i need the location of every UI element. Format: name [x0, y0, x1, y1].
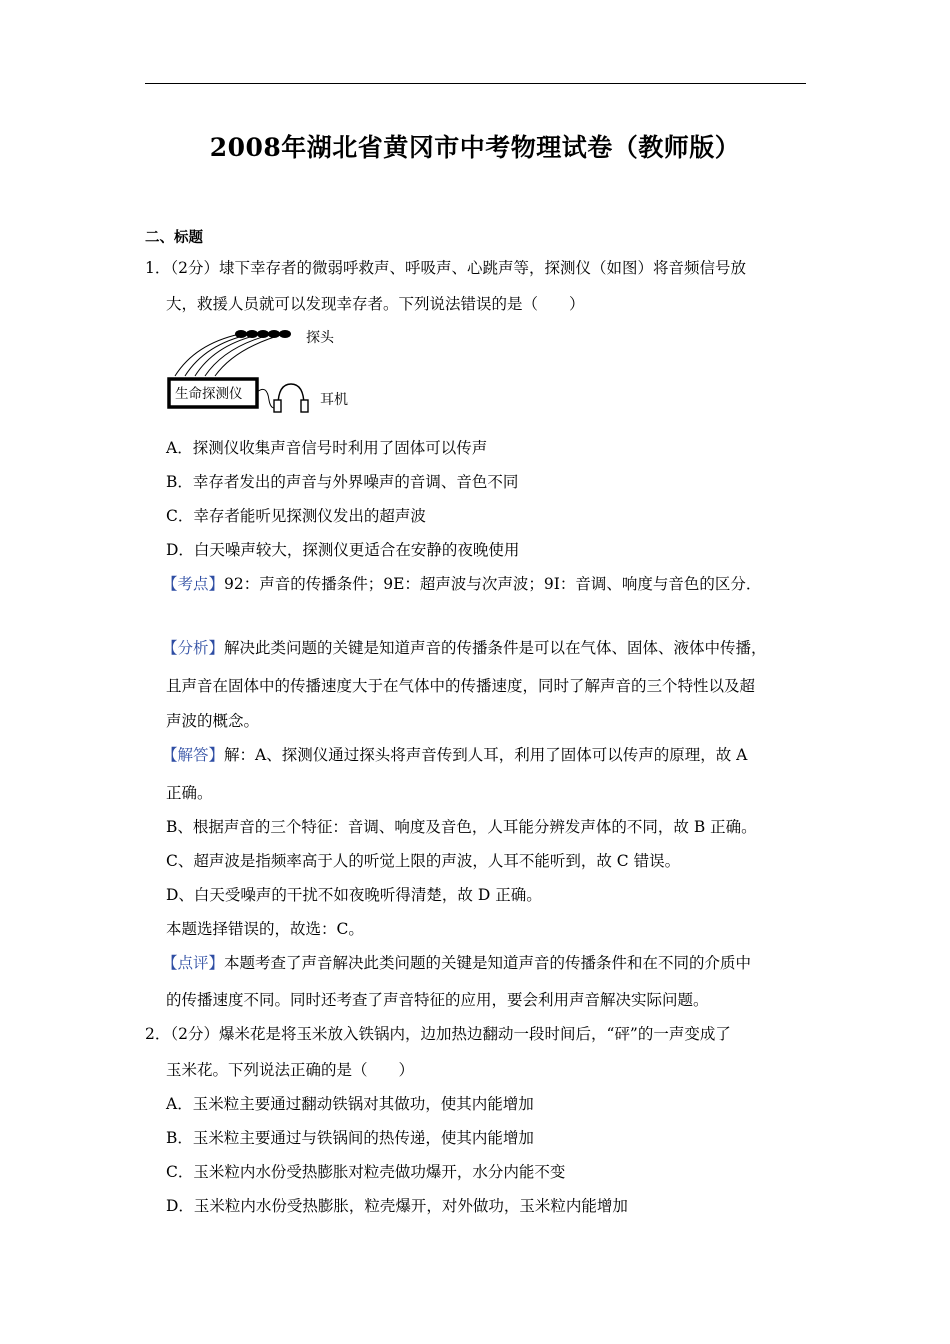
q1-jieda-end: 本题选择错误的，故选：C。 [166, 920, 364, 938]
q1-jieda-line1 [162, 745, 747, 765]
q2-option-d: D．玉米粒内水份受热膨胀，粒壳爆开，对外做功，玉米粒内能增加 [166, 1197, 628, 1215]
q1-dianping-line2: 的传播速度不同。同时还考查了声音特征的应用，要会利用声音解决实际问题。 [166, 991, 709, 1009]
q1-jieda-c: C、超声波是指频率高于人的听觉上限的声波，人耳不能听到，故 C 错误。 [166, 852, 681, 870]
q1-kaodian [162, 574, 761, 594]
q2-option-a: A．玉米粒主要通过翻动铁锅对其做功，使其内能增加 [166, 1095, 534, 1113]
probe-heads [235, 330, 291, 338]
q1-fenxi-line1 [162, 638, 767, 658]
earphone-label: 耳机 [320, 392, 348, 408]
q2-option-b: B．玉米粒主要通过与铁锅间的热传递，使其内能增加 [166, 1129, 534, 1147]
q1-jieda-line2: 正确。 [166, 784, 213, 802]
q1-dianping-line1 [162, 953, 751, 973]
q2-option-c: C．玉米粒内水份受热膨胀对粒壳做功爆开，水分内能不变 [166, 1163, 566, 1181]
jieda-text1: 解：A、探测仪通过探头将声音传到人耳，利用了固体可以传声的原理，故 A [224, 746, 748, 764]
q1-option-a: A．探测仪收集声音信号时利用了固体可以传声 [166, 439, 488, 457]
kaodian-text: 92：声音的传播条件；9E：超声波与次声波；9I：音调、响度与音色的区分． [224, 575, 762, 593]
header-rule [145, 83, 806, 84]
q1-option-b: B．幸存者发出的声音与外界噪声的音调、音色不同 [166, 473, 519, 491]
q1-jieda-b: B、根据声音的三个特征：音调、响度及音色，人耳能分辨发声体的不同，故 B 正确。 [166, 818, 757, 836]
q1-option-d: D．白天噪声较大，探测仪更适合在安静的夜晚使用 [166, 541, 520, 559]
q1-jieda-d: D、白天受噪声的干扰不如夜晚听得清楚，故 D 正确。 [166, 886, 542, 904]
q1-stem-line1: 1．（2分）埭下幸存者的微弱呼救声、呼吸声、心跳声等，探测仪（如图）将音频信号放 [145, 259, 746, 277]
q2-stem-line1: 2．（2分）爆米花是将玉米放入铁锅内，边加热边翻动一段时间后，“砰”的一声变成了 [145, 1025, 731, 1043]
q1-stem-line2: 大，救援人员就可以发现幸存者。下列说法错误的是（ ） [166, 295, 585, 313]
q2-stem-line2: 玉米花。下列说法正确的是（ ） [166, 1061, 415, 1079]
kaodian-tag: 【考点】 [162, 575, 225, 593]
q1-fenxi-line2: 且声音在固体中的传播速度大于在气体中的传播速度，同时了解声音的三个特性以及超 [166, 677, 756, 695]
section-heading: 二、标题 [145, 229, 203, 246]
dianping-text1: 本题考查了声音解决此类问题的关键是知道声音的传播条件和在不同的介质中 [224, 954, 752, 972]
fenxi-text1: 解决此类问题的关键是知道声音的传播条件是可以在气体、固体、液体中传播， [224, 639, 767, 657]
q1-option-c: C．幸存者能听见探测仪发出的超声波 [166, 507, 426, 525]
q1-fenxi-line3: 声波的概念。 [166, 712, 260, 730]
jieda-tag: 【解答】 [162, 746, 225, 764]
earphone-icon [274, 384, 308, 412]
probe-label: 探头 [306, 330, 334, 346]
fenxi-tag: 【分析】 [162, 639, 225, 657]
device-label: 生命探测仪 [175, 386, 243, 402]
page-title: 2008年湖北省黄冈市中考物理试卷（教师版） [209, 133, 741, 162]
dianping-tag: 【点评】 [162, 954, 225, 972]
